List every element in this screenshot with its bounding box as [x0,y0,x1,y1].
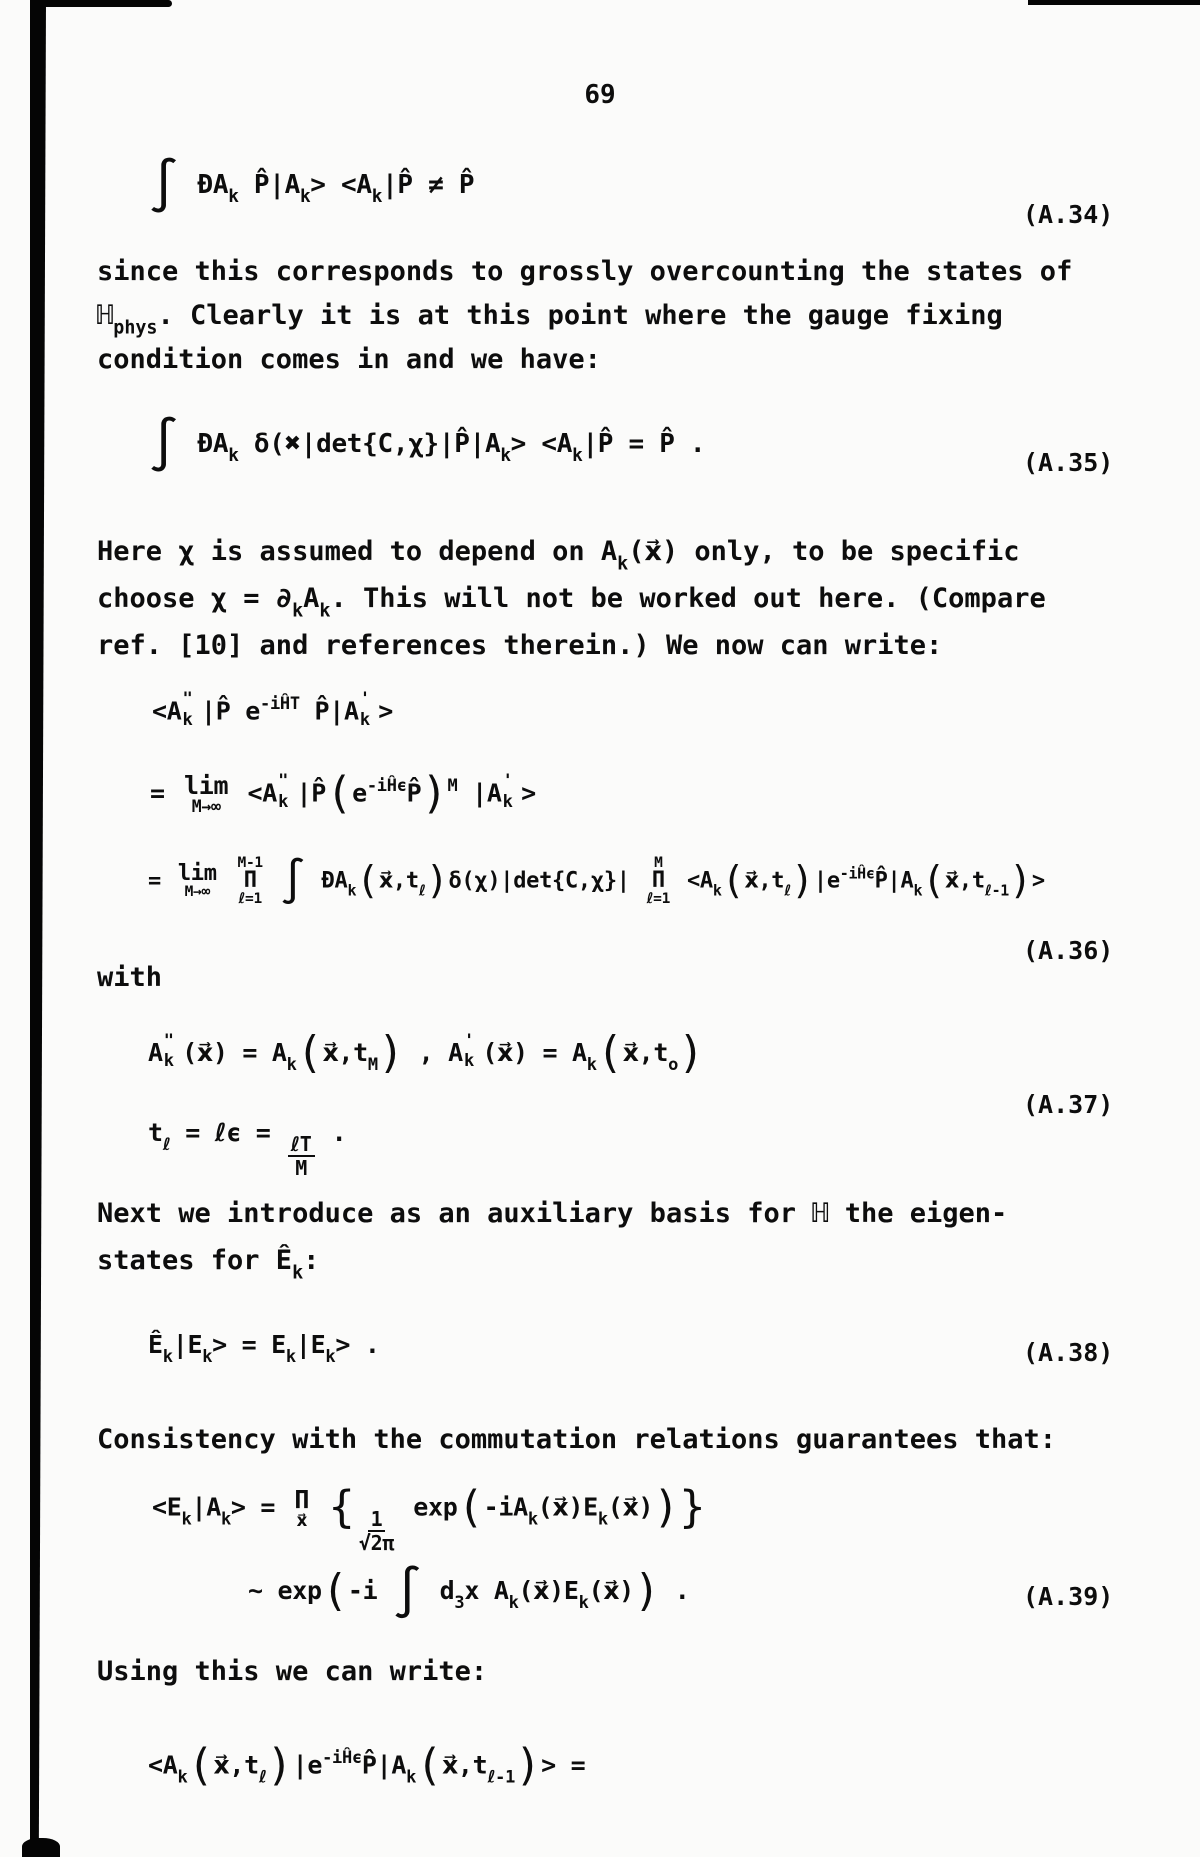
text-line: choose $\chi = \partial_kA_k$. This will not be worked out here. (Compare [97,583,1046,622]
equation-label-a35: (A.35) [1023,448,1114,477]
big-delimiter: ) [266,1739,293,1791]
big-delimiter: ( [356,858,380,904]
fraction-denominator: M [295,1156,307,1181]
prime-subscript-stack [502,771,522,812]
subscript: k [572,446,583,467]
prime-mark: ' [463,1030,474,1051]
big-delimiter: ) [653,1481,680,1533]
big-delimiter: ) [421,767,448,819]
prime-mark: ' [502,771,513,792]
equation-a34 [148,156,475,217]
subscript: k [508,1592,519,1613]
big-delimiter: ( [922,858,946,904]
big-delimiter: ( [596,1027,623,1079]
equation-a39-line2 [248,1563,690,1621]
equation-a39-line1 [152,1481,706,1555]
integral-icon: ∫ [148,415,180,476]
text-line: Here χ is assumed to depend on $A_k(x⃗)$ only, to be specific [97,536,1020,575]
superscript: -iĤϵ [366,776,407,796]
upper-limit: M-1 [237,855,263,871]
equation-a36-line1 [152,689,394,730]
equation-a37-line2 [148,1118,346,1180]
text-line: Consistency with the commutation relations guarantees that: [97,1424,1057,1455]
subscript: k [285,1346,296,1367]
subscript: ℓ-1 [487,1767,516,1788]
prime-mark: " [182,689,193,710]
text-line: <A " k |P̂ $e^{-iĤT}$ P̂|A ' k > [152,689,394,730]
equation-label-a38: (A.38) [1023,1338,1114,1367]
subscript: k [319,600,331,622]
text-line: $<A_k(x⃗,t_\ell)|e^{-iĤ\epsilon}P̂|A_k(x⃗,t_{\ell-1})>$ = [148,1739,586,1791]
text-line: A " k (x⃗) = $A_k(x⃗,t_M)$ , A ' k (x⃗) = $A_k(x⃗,t_o)$ [148,1027,705,1079]
subscript: k [286,1054,297,1075]
subscript: k [527,1509,538,1530]
subscript: phys [113,317,158,339]
fraction-numerator: 1 [368,1508,386,1532]
equation-label-a36: (A.36) [1023,936,1114,965]
subscript: k [913,881,923,900]
subscript: k [220,1509,231,1530]
text-line: $<E_k|A_k>$ = Π x⃗ { $\frac{1}{√2\pi}$ $\exp(-iA_k(x⃗)E_k(x⃗))$} [152,1481,706,1555]
big-delimiter: ) [1008,858,1032,904]
prime-subscript-stack [163,1030,183,1072]
product-operator [647,856,670,907]
big-delimiter: ( [321,1565,348,1617]
text-line: = lim M→∞ M-1 Π ℓ=1 ∫ $ĐA_k(x⃗,t_\ell)\delta(\chi)|\det\{C,\chi\}|$ M Π ℓ=1 $<A_k(x⃗,t_\ell)|e^{-iĤ\epsilon}P̂|A_k(x⃗,t_{\ell-1})>$ [148,855,1045,908]
subscript: k [181,1509,192,1530]
big-delimiter: ) [678,1027,705,1079]
superscript: -iĤϵ [322,1748,362,1768]
subscript: ℓ [258,1767,267,1788]
text-line: $Ê_k|E_k> = E_k|E_k>$ . [148,1330,380,1367]
equation-a35 [148,415,706,476]
subscript: o [668,1054,679,1075]
subscript: k [182,709,193,730]
subscript: ℓ [418,881,426,900]
text-line: Using this we can write: [97,1656,488,1687]
subscript: k [463,1051,474,1072]
subscript: k [299,187,311,208]
text-line: $t_\ell$ = ℓϵ = $\frac{\text{ℓT}}{M}$ . [148,1118,347,1181]
text-line: ref. [10] and references therein.) We now can write: [97,630,943,661]
subscript: ℓ [162,1134,171,1155]
subscript: k [177,1767,188,1788]
subscript: ℓ [784,881,791,900]
big-delimiter: ) [633,1565,660,1617]
subscript: k [712,881,722,900]
subscript: ℓ-1 [984,881,1009,900]
prime-mark: ' [359,689,370,710]
big-delimiter: ) [791,858,814,904]
lower-limit: x⃗ [296,1510,307,1530]
subscript: k [371,187,383,208]
big-delimiter: ) [515,1739,542,1791]
big-delimiter: { [328,1481,355,1533]
prime-mark: " [278,771,288,792]
limit-operator [184,771,229,816]
operator-base: Π [294,1485,310,1514]
text-line: condition comes in and we have: [97,344,601,375]
big-delimiter: ( [187,1739,214,1791]
lower-limit: M→∞ [191,796,221,816]
subscript: k [278,791,288,812]
operator-base: lim [177,860,217,886]
paragraph-using [97,1656,487,1700]
subscript: k [228,446,239,467]
fraction [288,1133,315,1180]
big-delimiter: ) [425,858,449,904]
text-line: states for $Ê_k$: [97,1245,320,1284]
page-number: 69 [584,80,616,110]
text-line: = lim M→∞ <A " k $|P̂(e^{-iĤ\epsilon}P̂)^M$ |A ' k > [150,767,536,819]
subscript: k [325,1346,336,1367]
prime-subscript-stack [359,689,379,730]
subscript: k [202,1346,213,1367]
equation-label-a37: (A.37) [1023,1090,1114,1119]
paragraph-with [97,962,162,1006]
text-line: ∫ $ĐA_k$ $\delta(✖|\det\{C,\chi\}|P̂|A_k>$ $<A_k|P̂$ = P̂ . [148,415,706,476]
big-delimiter: ( [721,858,745,904]
equation-final [148,1739,586,1791]
big-delimiter: ( [326,767,353,819]
overstrike-blot: ✖ [284,428,301,459]
big-delimiter: ) [377,1027,404,1079]
limit-operator [177,860,217,900]
scan-edge-bar-foot [22,1838,60,1857]
subscript: k [359,709,370,730]
equation-a38 [148,1330,380,1367]
paragraph-consistency [97,1424,1056,1468]
subscript: k [163,1051,174,1072]
subscript: k [162,1346,173,1367]
lower-limit: ℓ=1 [646,891,671,908]
big-delimiter: } [679,1481,706,1533]
text-line: Next we introduce as an auxiliary basis for ℍ the eigen- [97,1198,1008,1229]
equation-a36-line2 [150,767,536,819]
equation-label-a34: (A.34) [1023,200,1114,229]
superscript: -iĤT [260,694,300,714]
subscript: k [502,791,513,812]
big-delimiter: ( [296,1027,323,1079]
paragraph-auxiliary-basis [97,1198,1007,1292]
lower-limit: ℓ=1 [238,891,262,908]
paragraph-gauge-choice [97,536,1046,677]
prime-subscript-stack [277,771,297,812]
product-operator [238,856,263,907]
subscript: k [406,1767,417,1788]
fraction [357,1508,396,1555]
text-line: ∫ $ĐA_k$ $P̂|A_k>$ $<A_k|P̂$ ≠ P̂ [148,156,475,217]
text-line: ∼ exp(-i ∫ $d_3x$ $A_k(x⃗)E_k(x⃗)$) . [248,1563,690,1621]
subscript: k [292,1262,304,1284]
subscript: k [586,1054,597,1075]
prime-subscript-stack [182,689,202,730]
subscript: k [228,187,239,208]
scan-edge-bar-top-corner [40,0,172,7]
operator-base: lim [184,771,229,800]
fraction-denominator: √2π [358,1530,395,1555]
subscript: 3 [454,1592,465,1613]
subscript: k [578,1592,589,1613]
integral-icon: ∫ [392,1563,422,1621]
big-delimiter: ( [457,1481,484,1533]
subscript: k [292,600,304,622]
equation-label-a39: (A.39) [1023,1582,1114,1611]
prime-mark: " [163,1030,174,1051]
scan-edge-line-top-right [1028,0,1200,5]
subscript: k [347,881,357,900]
subscript: M [367,1054,378,1075]
prime-subscript-stack [463,1030,483,1072]
lower-limit: M→∞ [184,883,210,900]
text-line: with [97,962,163,993]
operator-base: Π [243,868,257,894]
integral-icon: ∫ [279,856,306,908]
subscript: k [597,1509,608,1530]
text-line: since this corresponds to grossly overcounting the states of [97,256,1073,287]
paragraph-overcounting [97,256,1072,388]
upper-limit: M [654,855,663,871]
operator-base: Π [651,868,665,894]
scan-edge-bar [30,0,46,1857]
subscript: k [617,553,629,575]
integral-icon: ∫ [148,156,180,217]
subscript: k [500,446,511,467]
fraction-numerator: ℓT [288,1133,315,1157]
superscript: M [447,776,458,796]
big-delimiter: ( [416,1739,443,1791]
equation-a37-line1 [148,1027,705,1079]
superscript: -iĤϵ [839,864,875,883]
product-operator [294,1485,310,1530]
equation-a36-line3 [148,856,1045,907]
text-line: ℍ$_{phys}$. Clearly it is at this point where the gauge fixing [97,300,1003,339]
